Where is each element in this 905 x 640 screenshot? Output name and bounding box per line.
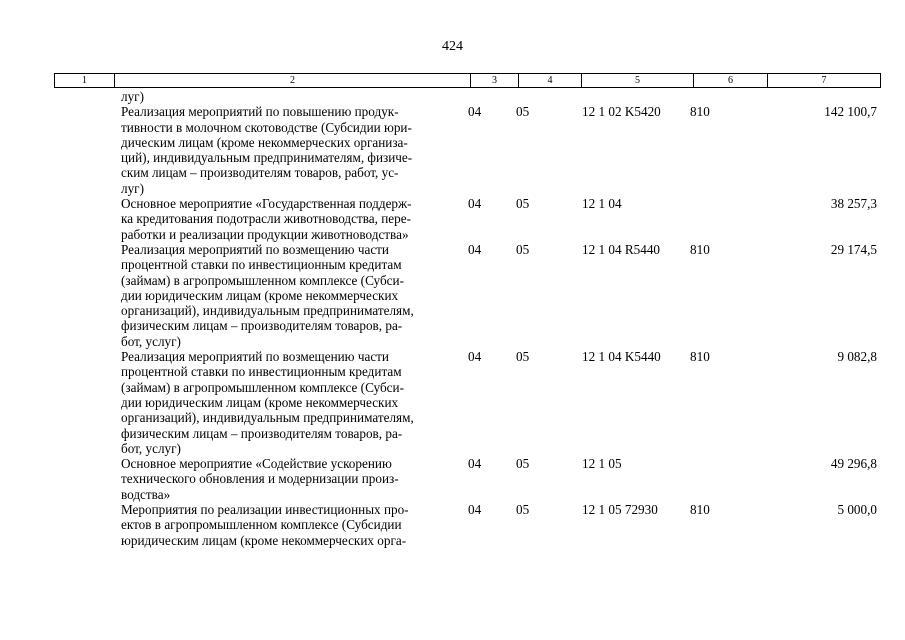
row-expense-type: 810 (690, 241, 710, 257)
column-header-3: 3 (471, 74, 519, 88)
row-section-code: 04 (468, 456, 482, 472)
row-description: Реализация мероприятий по возмещению части процентной ставки по инвестиционным кредитам (займам) в агропромышленном комплексе (Субси- дии юридическим лицам (кроме некоммерческих организаций), индивидуальным предпринимателям, физическим лицам – производителям товаров, ра- бот, услуг) (121, 241, 414, 349)
column-header-4: 4 (519, 74, 582, 88)
table-row (0, 242, 905, 349)
row-subsection-code: 05 (516, 349, 530, 365)
row-target-code: 12 1 05 72930 (582, 502, 658, 518)
row-section-code: 04 (468, 196, 482, 212)
row-section-code: 04 (468, 502, 482, 518)
row-subsection-code: 05 (516, 456, 530, 472)
column-header-7: 7 (768, 74, 881, 88)
row-amount: 49 296,8 (830, 456, 877, 472)
row-amount: 9 082,8 (837, 349, 877, 365)
budget-table-body (0, 89, 905, 548)
column-header-5: 5 (582, 74, 694, 88)
page-number: 424 (442, 39, 463, 54)
row-amount: 38 257,3 (830, 196, 877, 212)
row-section-code: 04 (468, 241, 482, 257)
row-subsection-code: 05 (516, 502, 530, 518)
row-section-code: 04 (468, 349, 482, 365)
table-row (0, 502, 905, 548)
table-row (0, 196, 905, 242)
row-subsection-code: 05 (516, 241, 530, 257)
column-header-6: 6 (694, 74, 768, 88)
row-target-code: 12 1 05 (582, 456, 622, 472)
column-header-table (54, 73, 881, 88)
column-header-1: 1 (55, 74, 115, 88)
row-description: Реализация мероприятий по повышению продук- тивности в молочном скотоводстве (Субсидии юри- дическим лицам (кроме некоммерческих организа- ций), индивидуальным предпринимателям, физиче- ским лицам – производителям товаров, работ, ус- луг) (121, 104, 413, 196)
row-subsection-code: 05 (516, 196, 530, 212)
row-expense-type: 810 (690, 349, 710, 365)
row-description: Реализация мероприятий по возмещению части процентной ставки по инвестиционным кредитам (займам) в агропромышленном комплексе (Субси- дии юридическим лицам (кроме некоммерческих организаций), индивидуальным предпринимателям, физическим лицам – производителям товаров, ра- бот, услуг) (121, 349, 414, 456)
table-row (0, 456, 905, 502)
row-description: Основное мероприятие «Содействие ускорению технического обновления и модернизации произ- водства» (121, 456, 399, 502)
row-target-code: 12 1 04 R5440 (582, 241, 661, 257)
row-amount: 29 174,5 (830, 241, 877, 257)
column-header-row (55, 74, 881, 88)
column-header-2: 2 (115, 74, 471, 88)
table-row (0, 104, 905, 196)
row-amount: 142 100,7 (824, 104, 877, 120)
row-target-code: 12 1 04 K5440 (582, 349, 661, 365)
row-description: Мероприятия по реализации инвестиционных про- ектов в агропромышленном комплексе (Субсидии юридическим лицам (кроме некоммерческих орга- (121, 502, 409, 548)
row-description: Основное мероприятие «Государственная поддерж- ка кредитования подотрасли животноводства, пере- работки и реализации продукции животноводства» (121, 196, 412, 242)
table-row (0, 89, 905, 104)
row-amount: 5 000,0 (837, 502, 877, 518)
table-row (0, 349, 905, 456)
row-section-code: 04 (468, 104, 482, 120)
row-target-code: 12 1 04 (582, 196, 622, 212)
row-description: луг) (121, 89, 144, 104)
row-target-code: 12 1 02 K5420 (582, 104, 661, 120)
row-expense-type: 810 (690, 104, 710, 120)
row-expense-type: 810 (690, 502, 710, 518)
row-subsection-code: 05 (516, 104, 530, 120)
